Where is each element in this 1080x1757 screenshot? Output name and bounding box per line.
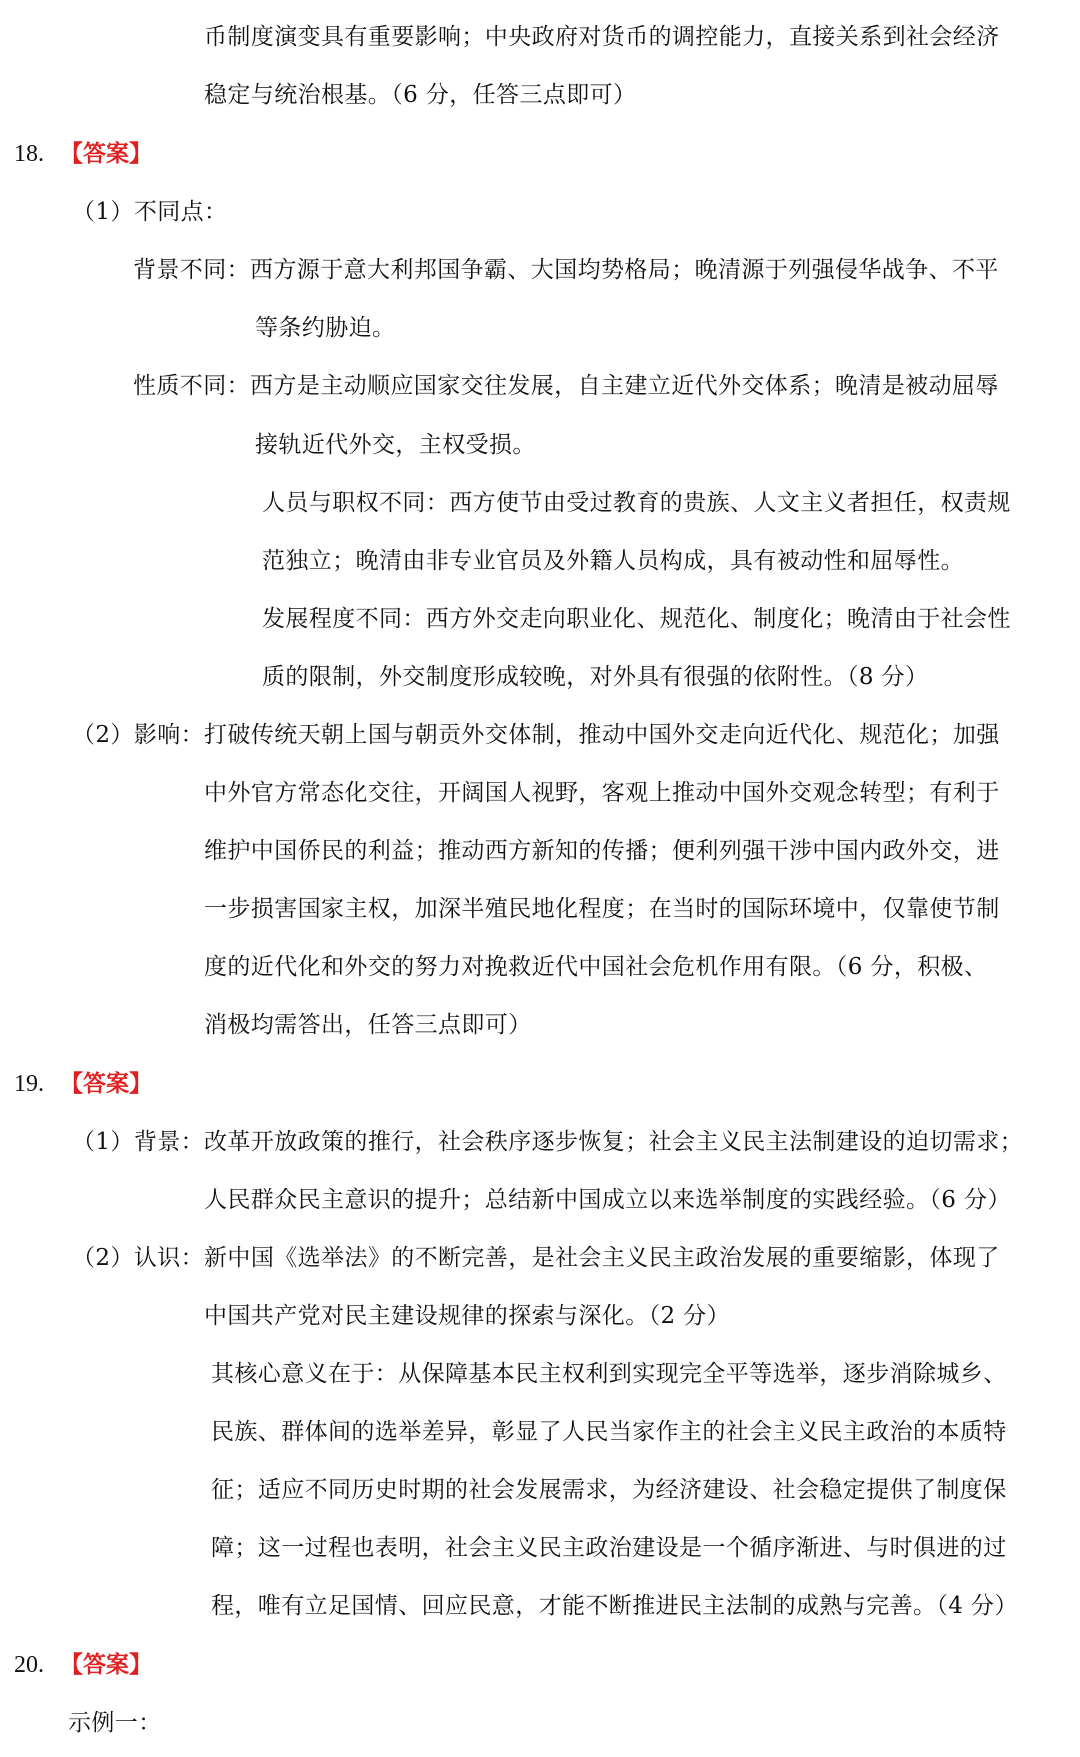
answer-tag-20: 【答案】 <box>60 1652 152 1678</box>
q19-core-line-2: 民族、群体间的选举差异，彰显了人民当家作主的社会主义民主政治的本质特 <box>211 1419 1007 1445</box>
q18-part1-heading: （1）不同点： <box>72 199 228 225</box>
q19-part1-line-2: 人民群众民主意识的提升；总结新中国成立以来选举制度的实践经验。（6 分） <box>204 1187 1011 1213</box>
q18-part2-line-3: 维护中国侨民的利益；推动西方新知的传播；便利列强干涉中国内政外交，进 <box>204 838 1000 864</box>
question-number-20: 20. <box>14 1652 44 1678</box>
q19-core-line-5: 程，唯有立足国情、回应民意，才能不断推进民主法制的成熟与完善。（4 分） <box>211 1593 1018 1619</box>
q18-personnel-line-2: 范独立；晚清由非专业官员及外籍人员构成，具有被动性和屈辱性。 <box>262 548 964 574</box>
q19-core-line-3: 征；适应不同历史时期的社会发展需求，为经济建设、社会稳定提供了制度保 <box>211 1477 1007 1503</box>
q19-core-line-1: 其核心意义在于：从保障基本民主权利到实现完全平等选举，逐步消除城乡、 <box>211 1361 1007 1387</box>
answer-tag-18: 【答案】 <box>60 141 152 167</box>
q18-development-line-2: 质的限制，外交制度形成较晚，对外具有很强的依附性。（8 分） <box>262 664 929 690</box>
q18-nature-line-2: 接轨近代外交，主权受损。 <box>255 432 536 458</box>
q19-part2-line-2: 中国共产党对民主建设规律的探索与深化。（2 分） <box>204 1303 731 1329</box>
q18-background-line-2: 等条约胁迫。 <box>255 315 396 341</box>
q18-part2-line-2: 中外官方常态化交往，开阔国人视野，客观上推动中国外交观念转型；有利于 <box>204 780 1000 806</box>
question-number-18: 18. <box>14 141 44 167</box>
question-number-19: 19. <box>14 1071 44 1097</box>
q18-part2-line-4: 一步损害国家主权，加深半殖民地化程度；在当时的国际环境中，仅靠使节制 <box>204 896 1000 922</box>
q19-part1-line-1: （1）背景：改革开放政策的推行，社会秩序逐步恢复；社会主义民主法制建设的迫切需求； <box>72 1129 1024 1155</box>
continuation-line-1: 币制度演变具有重要影响；中央政府对货币的调控能力，直接关系到社会经济 <box>204 24 1000 50</box>
continuation-line-2: 稳定与统治根基。（6 分，任答三点即可） <box>204 82 637 108</box>
q18-development-line-1: 发展程度不同：西方外交走向职业化、规范化、制度化；晚清由于社会性 <box>262 606 1011 632</box>
q18-part2-line-5: 度的近代化和外交的努力对挽救近代中国社会危机作用有限。（6 分，积极、 <box>204 954 988 980</box>
q18-background-line-1: 背景不同：西方源于意大利邦国争霸、大国均势格局；晚清源于列强侵华战争、不平 <box>133 257 999 283</box>
q18-nature-line-1: 性质不同：西方是主动顺应国家交往发展，自主建立近代外交体系；晚清是被动屈辱 <box>133 373 999 399</box>
q18-personnel-line-1: 人员与职权不同：西方使节由受过教育的贵族、人文主义者担任，权责规 <box>262 490 1011 516</box>
q19-part2-line-1: （2）认识：新中国《选举法》的不断完善，是社会主义民主政治发展的重要缩影，体现了 <box>72 1245 1000 1271</box>
q18-part2-line-6: 消极均需答出，任答三点即可） <box>204 1012 532 1038</box>
q19-core-line-4: 障；这一过程也表明，社会主义民主政治建设是一个循序渐进、与时俱进的过 <box>211 1535 1007 1561</box>
q20-example-label: 示例一： <box>68 1710 162 1736</box>
answer-tag-19: 【答案】 <box>60 1071 152 1097</box>
q18-part2-line-1: （2）影响：打破传统天朝上国与朝贡外交体制，推动中国外交走向近代化、规范化；加强 <box>72 722 1000 748</box>
